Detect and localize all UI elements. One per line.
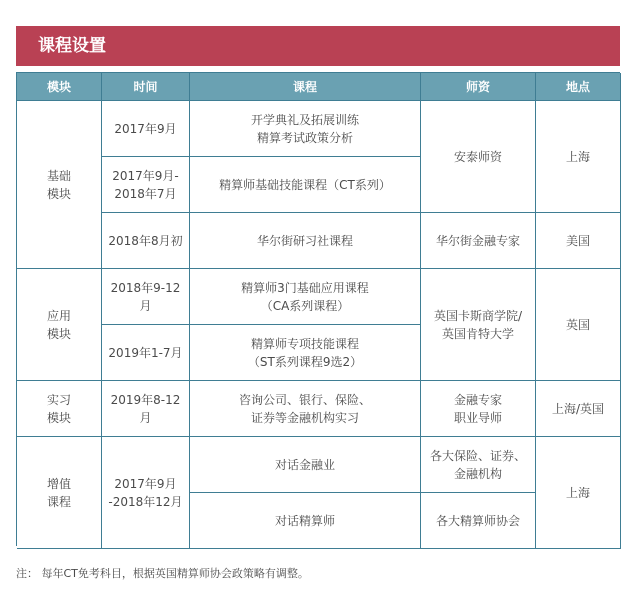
- course-cell: 咨询公司、银行、保险、 证券等金融机构实习: [190, 381, 421, 437]
- location-cell: 上海/英国: [536, 381, 621, 437]
- faculty-cell: 各大保险、证券、 金融机构: [421, 437, 536, 493]
- time-cell: 2019年8-12月: [102, 381, 190, 437]
- time-cell: 2018年8月初: [102, 213, 190, 269]
- course-cell: 精算师基础技能课程（CT系列）: [190, 157, 421, 213]
- faculty-cell: 金融专家 职业导师: [421, 381, 536, 437]
- location-cell: 上海: [536, 437, 621, 549]
- header-location: 地点: [536, 73, 621, 101]
- footnote: 注： 每年CT免考科目，根据英国精算师协会政策略有调整。: [16, 567, 309, 580]
- time-cell: 2017年9月- 2018年7月: [102, 157, 190, 213]
- faculty-cell: 安泰师资: [421, 101, 536, 213]
- course-cell: 精算师3门基础应用课程 （CA系列课程）: [190, 269, 421, 325]
- time-cell: 2018年9-12月: [102, 269, 190, 325]
- faculty-cell: 英国卡斯商学院/ 英国肯特大学: [421, 269, 536, 381]
- location-cell: 美国: [536, 213, 621, 269]
- faculty-cell: 华尔街金融专家: [421, 213, 536, 269]
- course-table: [16, 72, 620, 546]
- section-title: 课程设置: [16, 26, 620, 66]
- course-cell: 开学典礼及拓展训练 精算考试政策分析: [190, 101, 421, 157]
- faculty-cell: 各大精算师协会: [421, 493, 536, 549]
- time-cell: 2017年9月: [102, 101, 190, 157]
- module-application: 应用 模块: [17, 269, 102, 381]
- course-cell: 对话金融业: [190, 437, 421, 493]
- header-course: 课程: [190, 73, 421, 101]
- course-cell: 华尔街研习社课程: [190, 213, 421, 269]
- course-cell: 精算师专项技能课程 （ST系列课程9选2）: [190, 325, 421, 381]
- module-value-added: 增值 课程: [17, 437, 102, 549]
- header-faculty: 师资: [421, 73, 536, 101]
- time-cell: 2019年1-7月: [102, 325, 190, 381]
- header-time: 时间: [102, 73, 190, 101]
- header-module: 模块: [17, 73, 102, 101]
- location-cell: 英国: [536, 269, 621, 381]
- module-basic: 基础 模块: [17, 101, 102, 269]
- course-cell: 对话精算师: [190, 493, 421, 549]
- module-internship: 实习 模块: [17, 381, 102, 437]
- time-cell: 2017年9月 -2018年12月: [102, 437, 190, 549]
- location-cell: 上海: [536, 101, 621, 213]
